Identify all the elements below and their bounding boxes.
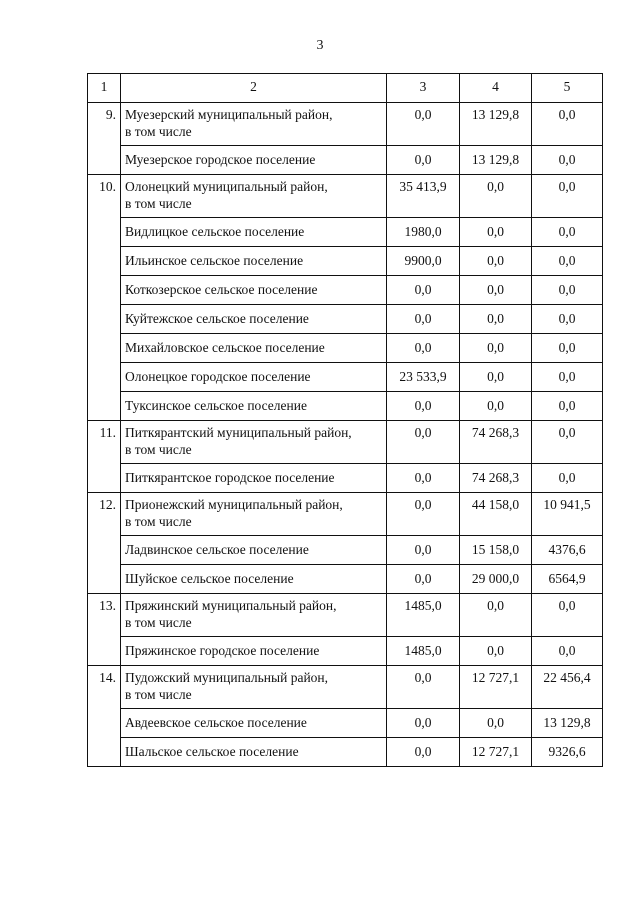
value-cell-c4: 0,0: [460, 594, 532, 637]
row-number-empty: [88, 738, 121, 767]
value-cell-c3: 0,0: [387, 103, 460, 146]
value-cell-c5: 0,0: [532, 175, 603, 218]
value-cell-c4: 0,0: [460, 247, 532, 276]
value-cell-c5: 0,0: [532, 637, 603, 666]
value-cell-c5: 0,0: [532, 276, 603, 305]
district-name: Пудожский муниципальный район, в том числе: [121, 666, 387, 709]
table-row: [88, 305, 603, 334]
value-cell-c5: 0,0: [532, 146, 603, 175]
value-cell-c3: 0,0: [387, 421, 460, 464]
value-cell-c4: 12 727,1: [460, 738, 532, 767]
value-cell-c5: 0,0: [532, 334, 603, 363]
settlement-name: Коткозерское сельское поселение: [121, 276, 387, 305]
settlement-name: Олонецкое городское поселение: [121, 363, 387, 392]
row-number-empty: [88, 218, 121, 247]
value-cell-c4: 13 129,8: [460, 103, 532, 146]
row-number-empty: [88, 536, 121, 565]
value-cell-c3: 0,0: [387, 276, 460, 305]
district-name: Муезерский муниципальный район, в том числе: [121, 103, 387, 146]
table-row: [88, 218, 603, 247]
value-cell-c3: 0,0: [387, 738, 460, 767]
value-cell-c5: 9326,6: [532, 738, 603, 767]
value-cell-c3: 0,0: [387, 334, 460, 363]
row-number-empty: [88, 565, 121, 594]
value-cell-c5: 0,0: [532, 247, 603, 276]
budget-table: [87, 73, 603, 767]
value-cell-c4: 15 158,0: [460, 536, 532, 565]
row-number-empty: [88, 392, 121, 421]
district-name: Олонецкий муниципальный район, в том числе: [121, 175, 387, 218]
table-row: [88, 565, 603, 594]
table-row: [88, 536, 603, 565]
value-cell-c5: 10 941,5: [532, 493, 603, 536]
value-cell-c4: 13 129,8: [460, 146, 532, 175]
row-number-empty: [88, 276, 121, 305]
value-cell-c3: 0,0: [387, 709, 460, 738]
column-header: 2: [121, 74, 387, 103]
row-number-empty: [88, 334, 121, 363]
value-cell-c3: 0,0: [387, 666, 460, 709]
value-cell-c5: 13 129,8: [532, 709, 603, 738]
row-number-empty: [88, 709, 121, 738]
value-cell-c4: 29 000,0: [460, 565, 532, 594]
value-cell-c4: 0,0: [460, 334, 532, 363]
value-cell-c3: 0,0: [387, 464, 460, 493]
column-header: 4: [460, 74, 532, 103]
value-cell-c4: 0,0: [460, 709, 532, 738]
settlement-name: Туксинское сельское поселение: [121, 392, 387, 421]
value-cell-c5: 0,0: [532, 392, 603, 421]
table-row: [88, 709, 603, 738]
value-cell-c3: 1980,0: [387, 218, 460, 247]
table-row: [88, 493, 603, 536]
table-row: [88, 594, 603, 637]
value-cell-c4: 0,0: [460, 175, 532, 218]
value-cell-c3: 35 413,9: [387, 175, 460, 218]
row-number: 10.: [88, 175, 121, 218]
value-cell-c5: 22 456,4: [532, 666, 603, 709]
settlement-name: Авдеевское сельское поселение: [121, 709, 387, 738]
value-cell-c4: 0,0: [460, 637, 532, 666]
settlement-name: Куйтежское сельское поселение: [121, 305, 387, 334]
settlement-name: Михайловское сельское поселение: [121, 334, 387, 363]
table-row: [88, 464, 603, 493]
table-row: [88, 146, 603, 175]
table-row: [88, 738, 603, 767]
value-cell-c4: 0,0: [460, 276, 532, 305]
value-cell-c3: 0,0: [387, 305, 460, 334]
row-number-empty: [88, 464, 121, 493]
row-number: 11.: [88, 421, 121, 464]
row-number-empty: [88, 146, 121, 175]
value-cell-c5: 0,0: [532, 305, 603, 334]
table-row: [88, 666, 603, 709]
settlement-name: Пряжинское городское поселение: [121, 637, 387, 666]
table-row: [88, 175, 603, 218]
value-cell-c5: 0,0: [532, 218, 603, 247]
district-name: Прионежский муниципальный район, в том числе: [121, 493, 387, 536]
column-header: 1: [88, 74, 121, 103]
row-number: 14.: [88, 666, 121, 709]
value-cell-c3: 0,0: [387, 493, 460, 536]
value-cell-c3: 9900,0: [387, 247, 460, 276]
value-cell-c5: 0,0: [532, 464, 603, 493]
table-row: [88, 247, 603, 276]
value-cell-c3: 1485,0: [387, 637, 460, 666]
value-cell-c3: 23 533,9: [387, 363, 460, 392]
value-cell-c5: 0,0: [532, 594, 603, 637]
row-number-empty: [88, 637, 121, 666]
row-number-empty: [88, 305, 121, 334]
value-cell-c3: 0,0: [387, 565, 460, 594]
value-cell-c5: 4376,6: [532, 536, 603, 565]
district-name: Питкярантский муниципальный район, в том числе: [121, 421, 387, 464]
table-row: [88, 421, 603, 464]
table-row: [88, 392, 603, 421]
value-cell-c3: 0,0: [387, 392, 460, 421]
column-header: 5: [532, 74, 603, 103]
value-cell-c4: 0,0: [460, 305, 532, 334]
table-header-row: [88, 74, 603, 103]
row-number: 9.: [88, 103, 121, 146]
settlement-name: Видлицкое сельское поселение: [121, 218, 387, 247]
value-cell-c5: 0,0: [532, 421, 603, 464]
table-row: [88, 334, 603, 363]
value-cell-c4: 0,0: [460, 392, 532, 421]
value-cell-c3: 0,0: [387, 536, 460, 565]
district-name: Пряжинский муниципальный район, в том числе: [121, 594, 387, 637]
value-cell-c4: 0,0: [460, 363, 532, 392]
value-cell-c3: 1485,0: [387, 594, 460, 637]
table-row: [88, 276, 603, 305]
settlement-name: Шальское сельское поселение: [121, 738, 387, 767]
value-cell-c4: 12 727,1: [460, 666, 532, 709]
row-number-empty: [88, 247, 121, 276]
table-row: [88, 637, 603, 666]
settlement-name: Питкярантское городское поселение: [121, 464, 387, 493]
row-number: 13.: [88, 594, 121, 637]
table-body: [88, 74, 603, 767]
value-cell-c3: 0,0: [387, 146, 460, 175]
settlement-name: Ильинское сельское поселение: [121, 247, 387, 276]
value-cell-c4: 74 268,3: [460, 464, 532, 493]
table-row: [88, 363, 603, 392]
value-cell-c4: 74 268,3: [460, 421, 532, 464]
value-cell-c5: 0,0: [532, 103, 603, 146]
settlement-name: Шуйское сельское поселение: [121, 565, 387, 594]
page-number: 3: [316, 38, 324, 53]
value-cell-c4: 44 158,0: [460, 493, 532, 536]
row-number: 12.: [88, 493, 121, 536]
table-row: [88, 103, 603, 146]
value-cell-c5: 6564,9: [532, 565, 603, 594]
column-header: 3: [387, 74, 460, 103]
value-cell-c5: 0,0: [532, 363, 603, 392]
value-cell-c4: 0,0: [460, 218, 532, 247]
settlement-name: Муезерское городское поселение: [121, 146, 387, 175]
settlement-name: Ладвинское сельское поселение: [121, 536, 387, 565]
row-number-empty: [88, 363, 121, 392]
